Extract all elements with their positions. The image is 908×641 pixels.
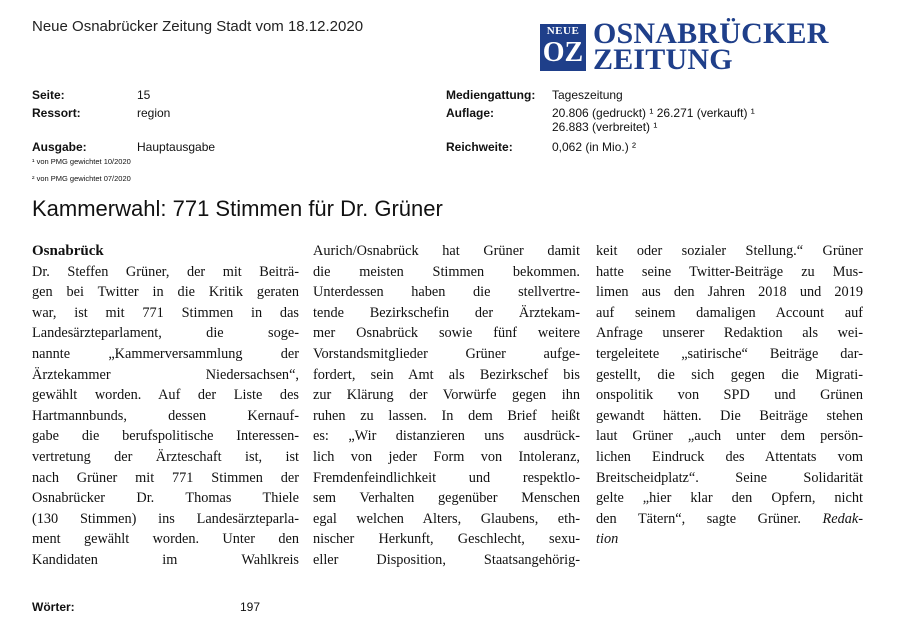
article-text-line: ment gewählt worden. Unter den [32, 531, 299, 548]
mediengattung-label: Mediengattung: [446, 88, 536, 102]
ausgabe-label: Ausgabe: [32, 140, 87, 154]
auflage-value-line2: 26.883 (verbreitet) ¹ [552, 120, 658, 134]
article-text-line: die meisten Stimmen bekommen. [313, 263, 580, 280]
article-text-line: Fremdenfeindlichkeit und respektlo- [313, 469, 580, 486]
reichweite-value: 0,062 (in Mio.) ² [552, 140, 637, 154]
article-text-line: gestellt, die sich gegen die Migrati- [596, 366, 863, 383]
article-text-line: Ärztekammer Niedersachsen“, [32, 366, 299, 383]
article-text-line: gen bei Twitter in die Kritik geraten [32, 284, 299, 301]
article-text-line: laut Grüner „auch unter dem persön- [596, 428, 863, 445]
article-text-line: hatte seine Twitter-Beiträge zu Mus- [596, 263, 863, 280]
article-text-line: Hartmannbunds, dessen Kernauf- [32, 407, 299, 424]
ausgabe-value: Hauptausgabe [137, 140, 216, 154]
footnote-1: ¹ von PMG gewichtet 10/2020 [32, 157, 131, 166]
article-text-line [596, 509, 863, 530]
seite-label: Seite: [32, 88, 65, 102]
article-text-line: Unterdessen haben die stellvertre- [313, 284, 580, 301]
author-credit-start: Redak- [822, 510, 863, 527]
article-text-line: gewandt hätten. Die Beiträge stehen [596, 407, 863, 424]
article-text-line: gelte „hier klar den Opfern, nicht [596, 490, 863, 507]
article-headline: Kammerwahl: 771 Stimmen für Dr. Grüner [32, 196, 443, 221]
article-text-line: zur Klärung der Vorwürfe gegen ihn [313, 387, 580, 404]
source-line: Neue Osnabrücker Zeitung Stadt vom 18.12.2020 [32, 18, 364, 35]
article-text-line: egal welchen Alters, Glaubens, eth- [313, 510, 580, 527]
article-text-line: war, ist mit 771 Stimmen in das [32, 304, 299, 321]
newspaper-logo [540, 17, 870, 76]
article-text-line: gewählt worden. Auf der Liste des [32, 387, 299, 404]
article-text-line: vertretung der Ärzteschaft ist, ist [32, 448, 299, 465]
article-text-line: lich von jeder Form von Intoleranz, [313, 448, 580, 465]
article-text-line: Breitscheidplatz“. Seine Solidarität [596, 469, 863, 486]
logo-text-line2: ZEITUNG [593, 43, 733, 76]
article-text-line: Vorstandsmitglieder Grüner aufge- [313, 345, 580, 362]
article-text-line: ruhen zu lassen. In dem Brief heißt [313, 407, 580, 424]
article-text-line: nannte „Kammerversammlung der [32, 345, 299, 362]
article-text-line: tergeleitete „satirische“ Beiträge dar- [596, 345, 863, 362]
logo-text-line1: OSNABRÜCKER [593, 17, 829, 50]
article-text-line: Aurich/Osnabrück hat Grüner damit [313, 243, 580, 259]
article-text-line: mer Osnabrück sowie fünf weitere [313, 325, 580, 342]
article-text-line: gabe die berufspolitische Interessen- [32, 428, 299, 445]
ressort-label: Ressort: [32, 106, 81, 120]
article-text-line: nischer Herkunft, Geschlecht, sexu- [313, 531, 580, 548]
article-text-line: sem Verhalten gegenüber Menschen [313, 490, 580, 507]
author-credit-end: tion [596, 531, 619, 548]
article-text-line: es: „Wir distanzieren uns ausdrück- [313, 428, 580, 445]
reichweite-label: Reichweite: [446, 140, 513, 154]
oz-logo-icon: NEUE OZ [540, 24, 586, 71]
article-text-line: (130 Stimmen) ins Landesärzteparla- [32, 510, 299, 527]
article-text-line: limen aus den Jahren 2018 und 2019 [596, 284, 863, 301]
article-text-line: tende Bezirkschefin der Ärztekam- [313, 304, 580, 321]
article-text-fragment: den Tätern“, sagte Grüner. [596, 510, 801, 527]
auflage-value-line1: 20.806 (gedruckt) ¹ 26.271 (verkauft) ¹ [552, 106, 755, 120]
article-text-line: auf seinem damaligen Account auf [596, 304, 863, 321]
footnote-2: ² von PMG gewichtet 07/2020 [32, 174, 131, 183]
article-column-1 [32, 241, 299, 571]
article-column-3 [596, 241, 863, 550]
mediengattung-value: Tageszeitung [552, 88, 623, 102]
article-text-line: Anfrage unserer Redaktion als wei- [596, 325, 863, 342]
article-text-line: eller Disposition, Staatsangehörig- [313, 551, 580, 568]
article-dateline: Osnabrück [32, 243, 104, 259]
article-text-line: onspolitik von SPD und Grünen [596, 387, 863, 404]
article-text-line: lichen Eindruck des Attentats vom [596, 448, 863, 465]
auflage-label: Auflage: [446, 106, 494, 120]
word-count-label: Wörter: [32, 600, 75, 614]
article-text-line: Landesärzteparlament, die soge- [32, 325, 299, 342]
article-text-line: Dr. Steffen Grüner, der mit Beiträ- [32, 263, 299, 280]
ressort-value: region [137, 106, 171, 120]
article-column-2 [313, 241, 580, 571]
word-count-value: 197 [240, 600, 261, 614]
article-text-line: nach Grüner mit 771 Stimmen der [32, 469, 299, 486]
seite-value: 15 [137, 88, 151, 102]
article-text-line: Kandidaten im Wahlkreis [32, 551, 299, 568]
article-text-line: keit oder sozialer Stellung.“ Grüner [596, 243, 863, 259]
article-text-line: Osnabrücker Dr. Thomas Thiele [32, 490, 299, 507]
article-text-line: fordert, sein Amt als Bezirkschef bis [313, 366, 580, 383]
